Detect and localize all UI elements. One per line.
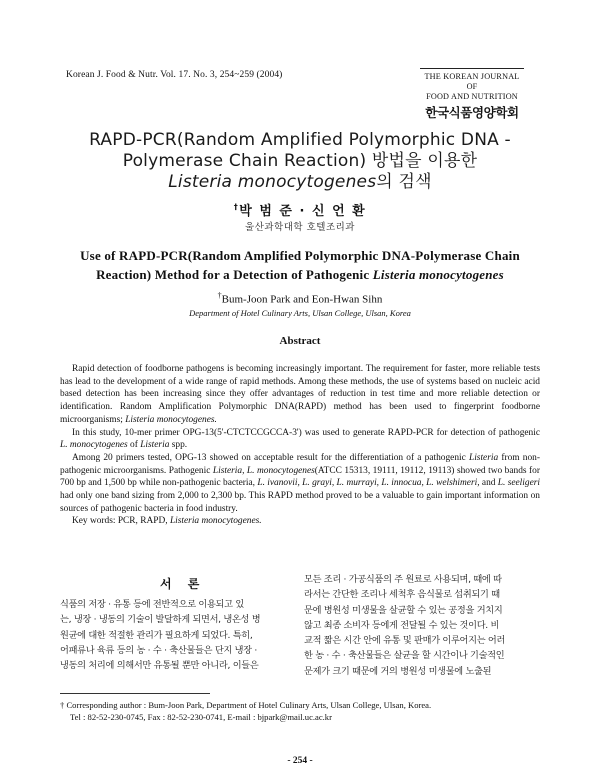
korean-title-line2: Polymerase Chain Reaction) 방법을 이용한 xyxy=(122,151,478,171)
abstract-p2-text-b: of xyxy=(127,440,141,451)
korean-title-suffix: 의 검색 xyxy=(376,172,432,192)
intro-left-line: 원균에 대한 적절한 관리가 필요하게 되었다. 특히, xyxy=(60,629,253,641)
journal-name-line1: THE KOREAN JOURNAL OF xyxy=(424,72,520,91)
intro-left-line: 는, 냉장 · 냉동의 기술이 발달하게 되면서, 냉온성 병 xyxy=(60,614,261,626)
introduction-heading: 서 론 xyxy=(160,577,206,591)
korean-title-species: Listeria monocytogenes xyxy=(168,172,377,192)
english-title-prefix: Reaction) Method for a Detection of Pathogenic xyxy=(96,267,373,282)
intro-left-column xyxy=(60,597,294,673)
english-affiliation: Department of Hotel Culinary Arts, Ulsan College, Ulsan, Korea xyxy=(189,308,411,318)
journal-logo xyxy=(420,68,524,121)
english-authors xyxy=(0,291,600,306)
citation: Korean J. Food & Nutr. Vol. 17. No. 3, 254~259 (2004) xyxy=(66,70,283,80)
journal-name-line2: FOOD AND NUTRITION xyxy=(426,92,518,101)
intro-right-line: 않고 최종 소비자 등에게 전달될 수 있는 것이다. 비 xyxy=(304,619,500,631)
abstract-p2-italic-b: Listeria xyxy=(140,440,170,451)
abstract-p1-text: Rapid detection of foodborne pathogens is becoming increasingly important. The requirement for faster, more reliable tests has lead to the development of a wide range of rapid methods. Among these methods, the use of systems based on nucleic acid based detection has been increasing since they offer advantages of reduction in test time and more reliable detection or identification. Random Amplification Polymorphic DNA(RAPD) method has been used to fingerprint foodborne microorganisms; xyxy=(60,364,540,425)
english-title-species: Listeria monocytogenes xyxy=(372,267,504,282)
footnote xyxy=(60,699,540,723)
intro-left-line: 식품의 저장 · 유통 등에 전반적으로 이용되고 있 xyxy=(60,599,244,610)
abstract-p3-text-b: from non-pathogenic microorganisms. Pathogenic xyxy=(60,452,540,476)
english-author-names: Bum-Joon Park and Eon-Hwan Sihn xyxy=(221,293,383,306)
korean-affiliation: 울산과학대학 호텔조리과 xyxy=(245,222,355,233)
intro-right-line: 한 농 · 수 · 축산물들은 살균을 할 시간이나 기술적인 xyxy=(304,650,505,662)
abstract-p3-italic-c: L. ivanovii, L. grayi, L. murrayi, L. innocua, L. welshimeri, xyxy=(257,478,480,489)
intro-right-line: 라서는 간단한 조리나 세척후 음식물로 섭취되기 때 xyxy=(304,589,500,601)
abstract-p3-text-c: (ATCC 15313, 19111, 19112, 19113) showed two bands for 700 bp and 1,500 bp while non-pathogenic bacteria, xyxy=(60,465,540,489)
page-number: - 254 - xyxy=(287,756,313,766)
intro-left-line: 어패류나 육류 등의 농 · 수 · 축산물들은 단지 냉장 · xyxy=(60,644,257,656)
abstract-paragraph-3 xyxy=(60,452,540,516)
abstract-p2-text-c: spp. xyxy=(169,440,188,451)
abstract-p3-italic-a: Listeria xyxy=(468,452,499,463)
abstract-p3-text-e: had only one band sizing from 2,000 to 2,300 bp. This RAPD method proved to be a valuable to gain important information on sources of pathogenic bacteria in food industry. xyxy=(60,491,540,514)
abstract-p3-text-d: and xyxy=(479,478,498,489)
korean-author-names: 박 범 준 · 신 언 환 xyxy=(239,204,367,219)
footnote-line2: Tel : 82-52-230-0745, Fax : 82-52-230-0741, E-mail : bjpark@mail.uc.ac.kr xyxy=(70,712,332,722)
abstract-body xyxy=(60,363,540,528)
english-title-line2 xyxy=(60,265,540,284)
abstract-paragraph-1 xyxy=(60,363,540,427)
english-author-marker: † xyxy=(217,291,222,300)
intro-left-line: 냉동의 처리에 의해서만 유통될 뿐만 아니라, 이들은 xyxy=(60,660,259,672)
intro-right-line: 모든 조리 · 가공식품의 주 원료로 사용되며, 때에 따 xyxy=(304,574,502,585)
abstract-paragraph-2 xyxy=(60,427,540,452)
korean-authors xyxy=(0,200,600,219)
keywords-text: Key words: PCR, RAPD, xyxy=(72,516,170,527)
korean-title-line1: RAPD-PCR(Random Amplified Polymorphic DNA - xyxy=(89,130,511,150)
intro-right-line: 문에 병원성 미생물을 살균할 수 있는 공정을 거치지 xyxy=(304,604,503,616)
korean-title xyxy=(40,130,560,193)
abstract-p3-text-a: Among 20 primers tested, OPG-13 showed on acceptable result for the differentiation of a pathogenic xyxy=(72,452,469,463)
abstract-p3-italic-b: Listeria, L. monocytogenes xyxy=(212,465,315,476)
abstract-p1-italic: Listeria monocytogenes. xyxy=(125,414,217,425)
footnote-divider xyxy=(60,693,210,694)
journal-name-korean: 한국식품영양학회 xyxy=(425,105,519,120)
intro-right-column xyxy=(304,572,538,679)
abstract-p2-italic-a: L. monocytogenes xyxy=(60,440,128,451)
english-title xyxy=(60,246,540,284)
intro-right-line: 교적 짧은 시간 안에 유통 및 판매가 이루어지는 어러 xyxy=(304,635,506,647)
footnote-line1: † Corresponding author : Bum-Joon Park, Department of Hotel Culinary Arts, Ulsan College, Ulsan, Korea. xyxy=(60,700,432,710)
abstract-p3-italic-d: L. seeligeri xyxy=(497,478,540,489)
korean-title-line3 xyxy=(40,172,560,193)
author-marker: † xyxy=(233,202,240,212)
intro-right-line: 문제가 크기 때문에 거의 병원성 미생물에 노출된 xyxy=(304,665,492,677)
abstract-p2-text-a: In this study, 10-mer primer OPG-13(5'-CTCTCCGCCA-3') was used to generate RAPD-PCR for detection of pathogenic xyxy=(72,427,540,438)
keywords-italic: Listeria monocytogenes. xyxy=(169,516,262,527)
keywords xyxy=(60,515,540,528)
english-title-line1: Use of RAPD-PCR(Random Amplified Polymorphic DNA-Polymerase Chain xyxy=(80,248,520,263)
abstract-heading: Abstract xyxy=(279,335,321,347)
